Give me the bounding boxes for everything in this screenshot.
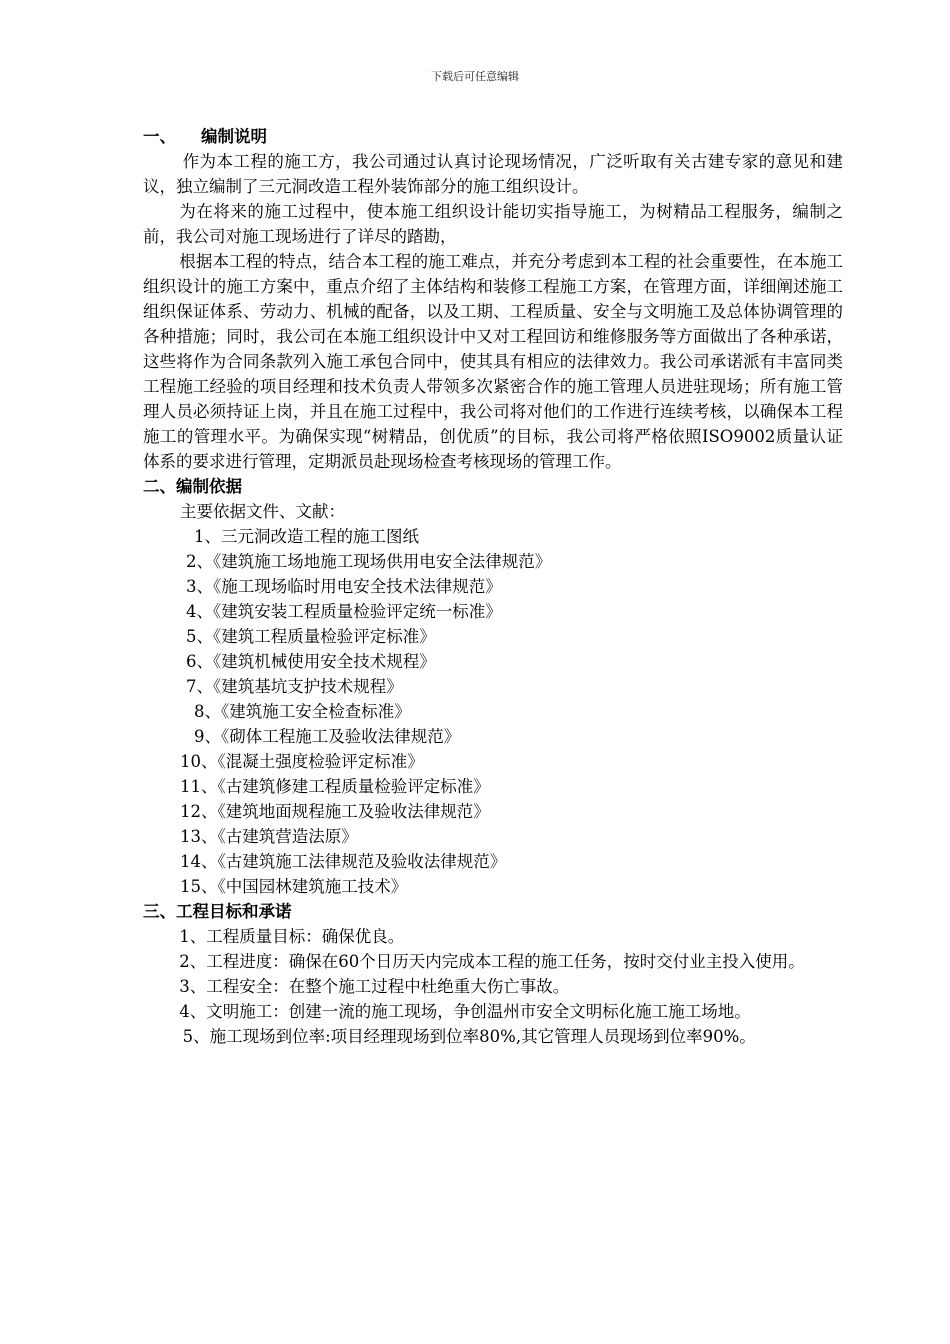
reference-item: 4、《建筑安装工程质量检验评定统一标准》 xyxy=(186,602,502,621)
goal-item: 1、工程质量目标：确保优良。 xyxy=(179,927,405,946)
paragraph: 作为本工程的施工方，我公司通过认真讨论现场情况，广泛听取有关古建专家的意见和建议，独立编制了三元洞改造工程外装饰部分的施工组织设计。 xyxy=(143,152,843,196)
document-body xyxy=(143,124,843,1049)
reference-item: 10、《混凝土强度检验评定标准》 xyxy=(180,752,424,771)
goal-item: 4、文明施工：创建一流的施工现场，争创温州市安全文明标化施工施工场地。 xyxy=(179,1002,751,1021)
reference-item: 12、《建筑地面规程施工及验收法律规范》 xyxy=(180,802,490,821)
references-list xyxy=(143,524,843,899)
page-header: 下载后可任意编辑 xyxy=(431,70,519,83)
reference-item: 15、《中国园林建筑施工技术》 xyxy=(180,877,408,896)
reference-item: 14、《古建筑施工法律规范及验收法律规范》 xyxy=(180,852,507,871)
reference-item: 9、《砌体工程施工及验收法律规范》 xyxy=(194,727,461,746)
section-title: 编制说明 xyxy=(201,127,267,146)
reference-item: 1、三元洞改造工程的施工图纸 xyxy=(194,527,419,546)
goal-item: 2、工程进度：确保在60个日历天内完成本工程的施工任务，按时交付业主投入使用。 xyxy=(179,952,805,971)
section-heading-2: 二、编制依据 xyxy=(143,477,242,496)
paragraph: 为在将来的施工过程中，使本施工组织设计能切实指导施工，为树精品工程服务，编制之前，我公司对施工现场进行了详尽的踏勘， xyxy=(143,202,843,246)
reference-item: 7、《建筑基坑支护技术规程》 xyxy=(186,677,403,696)
goal-item: 5、施工现场到位率:项目经理现场到位率80%,其它管理人员现场到位率90%。 xyxy=(182,1027,756,1046)
section-number: 一、 xyxy=(143,127,176,146)
goal-item: 3、工程安全：在整个施工过程中杜绝重大伤亡事故。 xyxy=(179,977,570,996)
section-heading-1 xyxy=(143,124,843,149)
reference-item: 5、《建筑工程质量检验评定标准》 xyxy=(186,627,436,646)
reference-item: 11、《古建筑修建工程质量检验评定标准》 xyxy=(180,777,490,796)
reference-item: 2、《建筑施工场地施工现场供用电安全法律规范》 xyxy=(186,552,552,571)
reference-item: 6、《建筑机械使用安全技术规程》 xyxy=(186,652,436,671)
references-intro: 主要依据文件、文献： xyxy=(180,502,345,521)
section-heading-3: 三、工程目标和承诺 xyxy=(143,902,292,921)
reference-item: 3、《施工现场临时用电安全技术法律规范》 xyxy=(186,577,502,596)
paragraph: 根据本工程的特点，结合本工程的施工难点，并充分考虑到本工程的社会重要性，在本施工组织设计的施工方案中，重点介绍了主体结构和装修工程施工方案，在管理方面，详细阐述施工组织保证体系、劳动力、机械的配备，以及工期、工程质量、安全与文明施工及总体协调管理的各种措施；同时，我公司在本施工组织设计中又对工程回访和维修服务等方面做出了各种承诺，这些将作为合同条款列入施工承包合同中，使其具有相应的法律效力。我公司承诺派有丰富同类工程施工经验的项目经理和技术负责人带领多次紧密合作的施工管理人员进驻现场；所有施工管理人员必须持证上岗，并且在施工过程中，我公司将对他们的工作进行连续考核，以确保本工程施工的管理水平。为确保实现“树精品，创优质”的目标，我公司将严格依照ISO9002质量认证体系的要求进行管理，定期派员赴现场检查考核现场的管理工作。 xyxy=(143,252,843,471)
reference-item: 8、《建筑施工安全检查标准》 xyxy=(194,702,411,721)
reference-item: 13、《古建筑营造法原》 xyxy=(180,827,358,846)
